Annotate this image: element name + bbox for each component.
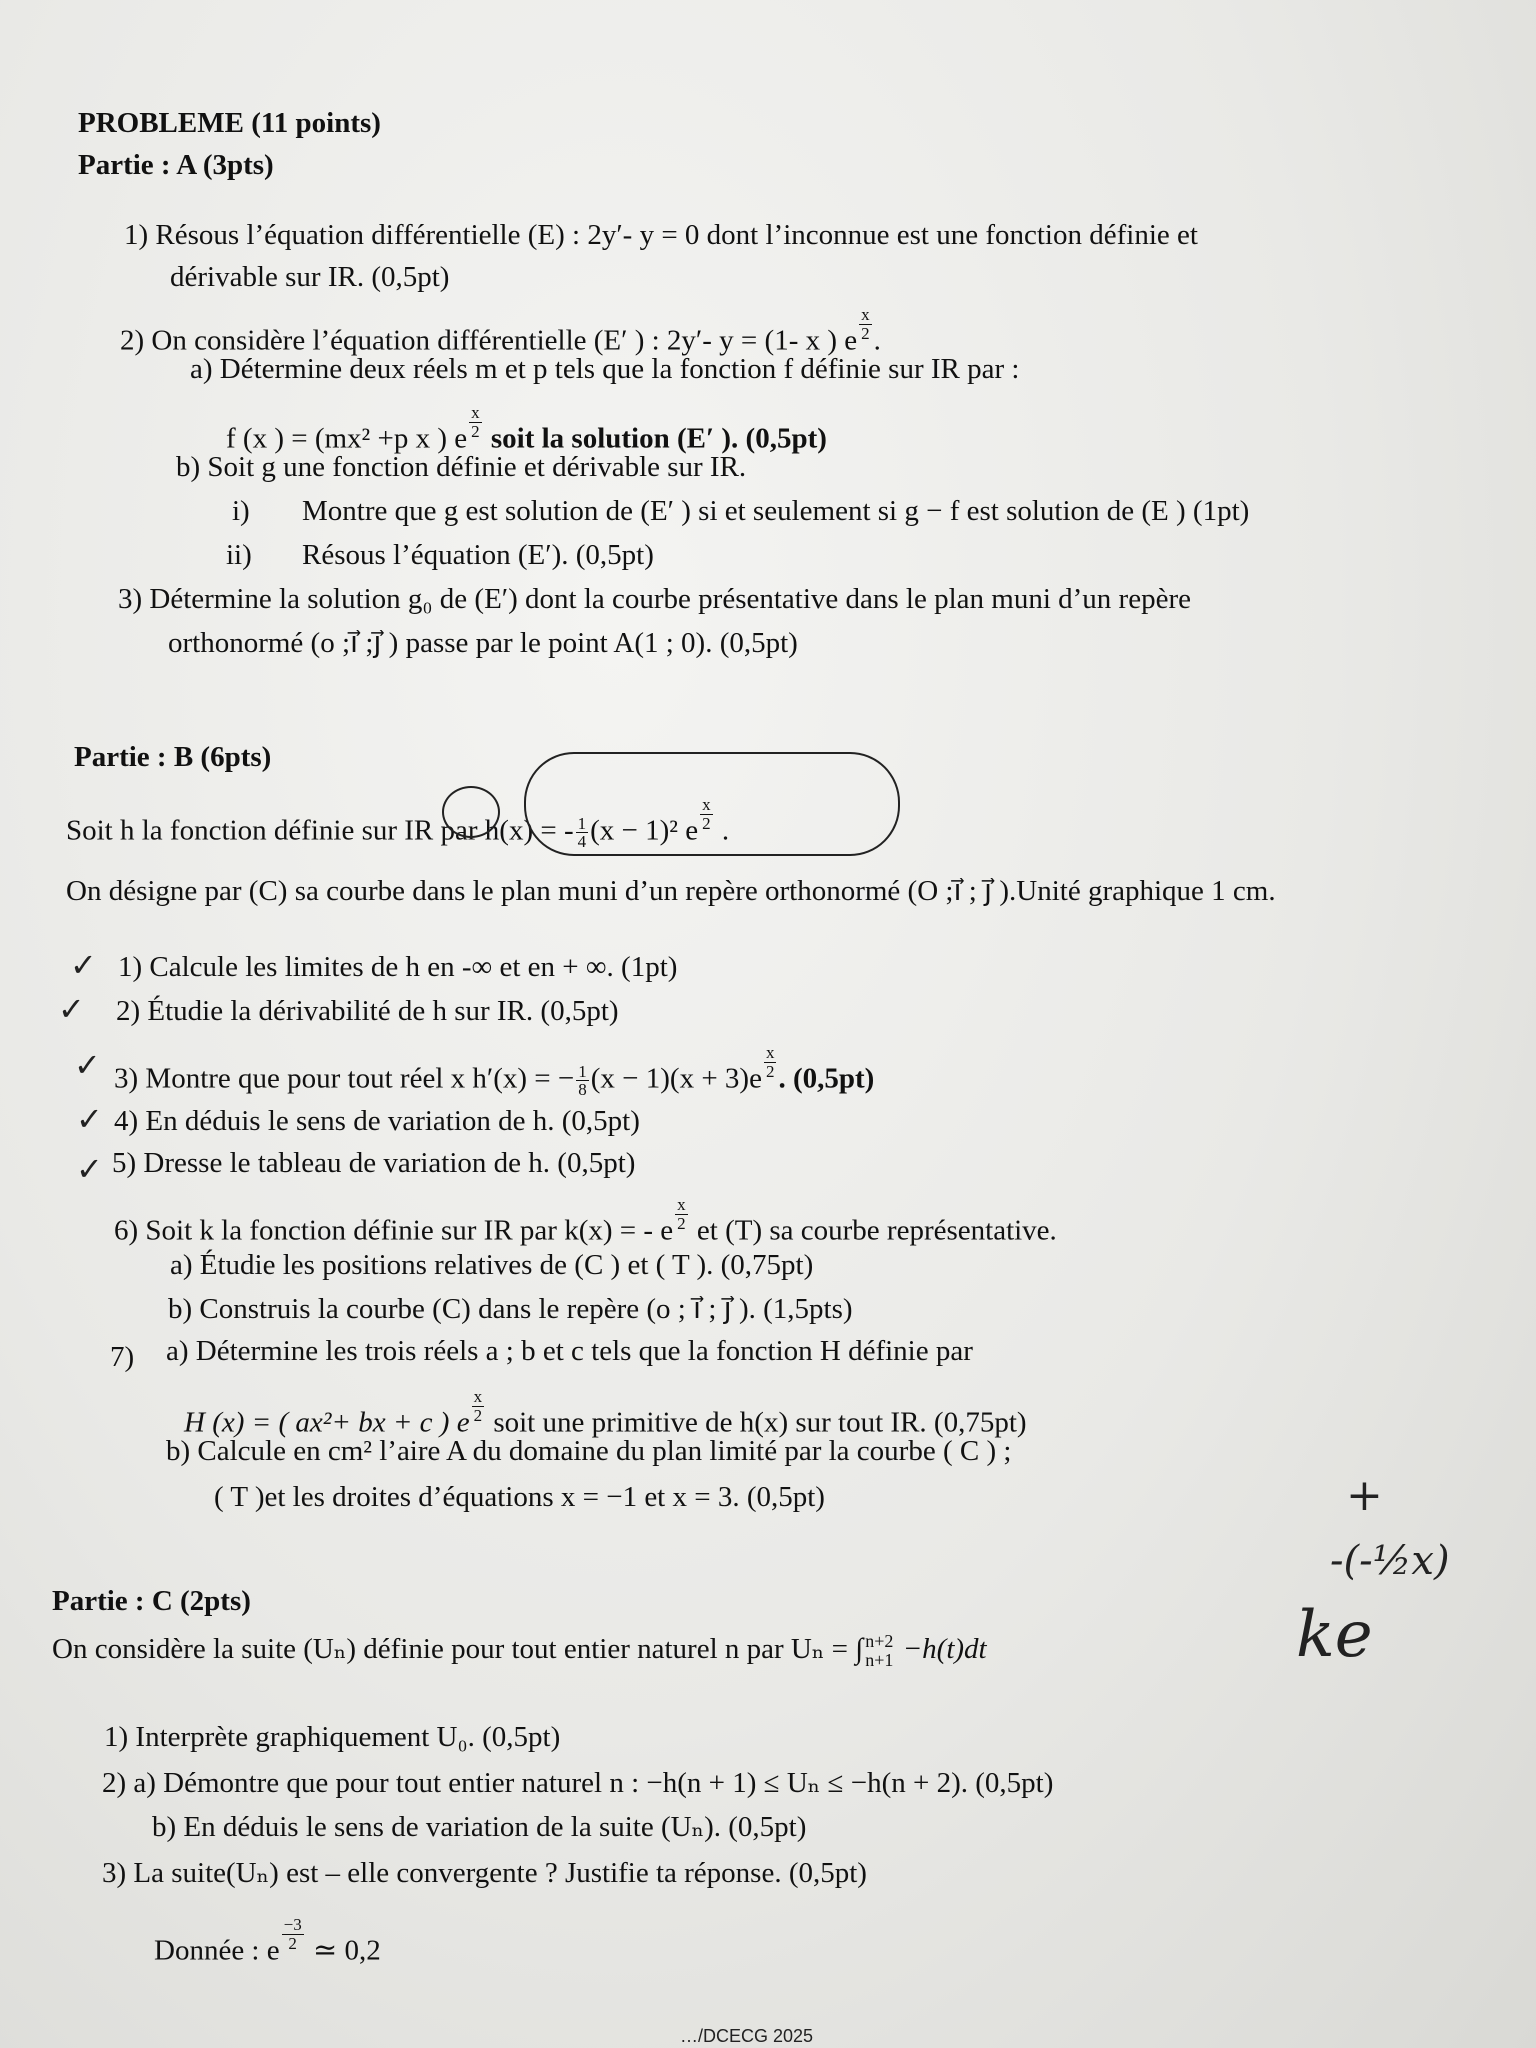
checkmark-icon: ✓ — [76, 1100, 103, 1138]
frac-num: 1 — [578, 1061, 587, 1081]
partB-q6b: b) Construis la courbe (C) dans le repère (o ; i⃗ ; j⃗ ). (1,5pts) — [168, 1293, 853, 1325]
checkmark-icon: ✓ — [58, 990, 85, 1028]
intro-text: On considère la suite (Uₙ) définie pour tout entier naturel n par Uₙ = ∫ — [52, 1633, 864, 1665]
exp — [472, 1388, 485, 1425]
formula-text: H (x) = ( ax²+ bx + c ) e — [184, 1406, 470, 1439]
partB-q7b-line1: b) Calcule en cm² l’aire A du domaine du plan limité par la courbe ( C ) ; — [166, 1435, 1012, 1467]
partC-q2b: b) En déduis le sens de variation de la suite (Uₙ). (0,5pt) — [152, 1811, 807, 1843]
partA-q2 — [120, 306, 881, 358]
partC-title: Partie : C (2pts) — [52, 1585, 251, 1617]
q6-text-b: et (T) sa courbe représentative. — [689, 1214, 1057, 1247]
intro-end: . — [714, 814, 730, 847]
frac-den: 8 — [578, 1080, 587, 1100]
exp-num: x — [765, 1043, 775, 1062]
exp — [764, 1044, 777, 1081]
exp-num: x — [473, 1387, 483, 1406]
partB-q7a-formula — [184, 1388, 1027, 1440]
exp — [469, 404, 482, 441]
formula-text: f (x ) = (mx² +p x ) e — [226, 422, 468, 455]
partB-q2: 2) Étudie la dérivabilité de h sur IR. (0,5pt) — [116, 995, 619, 1027]
partC-q2a: 2) a) Démontre que pour tout entier naturel n : −h(n + 1) ≤ Uₙ ≤ −h(n + 2). (0,5pt) — [102, 1767, 1054, 1799]
partA-q3-line2: orthonormé (o ;i⃗ ;j⃗ ) passe par le point A(1 ; 0). (0,5pt) — [168, 627, 798, 659]
probleme-title: PROBLEME (11 points) — [78, 107, 381, 139]
partB-line2: On désigne par (C) sa courbe dans le plan muni d’un repère orthonormé (O ;i⃗ ; j⃗ ).Unité graphique 1 cm. — [66, 875, 1276, 907]
partA-q2-end: . — [873, 324, 881, 357]
exp-den: 2 — [702, 813, 711, 833]
partA-q1-line1: 1) Résous l’équation différentielle (E) : 2y′- y = 0 dont l’inconnue est une fonction définie et — [124, 219, 1198, 251]
partA-q2bi: Montre que g est solution de (E′ ) si et seulement si g − f est solution de (E ) (1pt) — [302, 495, 1250, 527]
partB-q4: 4) En déduis le sens de variation de h. (0,5pt) — [114, 1105, 640, 1137]
donnee-end: ≃ 0,2 — [305, 1934, 381, 1967]
partA-q2-exp — [859, 306, 872, 343]
intro-text-b: (x − 1)² e — [590, 814, 699, 847]
exp-num: x — [861, 305, 870, 324]
partB-q7b-line2: ( T )et les droites d’équations x = −1 et x = 3. (0,5pt) — [214, 1481, 825, 1513]
exp-num: x — [677, 1195, 686, 1214]
partB-q7-num: 7) — [110, 1341, 135, 1373]
frac-num: 1 — [577, 813, 587, 833]
partB-q3 — [114, 1044, 874, 1099]
exp-num: x — [471, 403, 480, 422]
checkmark-icon: ✓ — [76, 1150, 103, 1188]
checkmark-icon: ✓ — [74, 1046, 101, 1084]
hand-circle-ir — [442, 786, 500, 838]
partA-q2bi-num: i) — [232, 495, 250, 527]
partB-q6 — [114, 1196, 1057, 1248]
integral-lower: n+1 — [865, 1650, 894, 1671]
exp-den: 2 — [471, 421, 480, 441]
formula-end: soit la solution (E′ ). (0,5pt) — [483, 422, 827, 455]
hand-circle-formula — [524, 752, 900, 856]
exp — [282, 1916, 304, 1953]
q3-text-b: (x − 1)(x + 3)e — [590, 1062, 762, 1095]
partB-q6a: a) Étudie les positions relatives de (C ) et ( T ). (0,75pt) — [170, 1249, 814, 1281]
partC-q3: 3) La suite(Uₙ) est – elle convergente ? Justifie ta réponse. (0,5pt) — [102, 1857, 867, 1889]
partA-q2-text: 2) On considère l’équation différentielle (E′ ) : 2y′- y = (1- x ) e — [120, 324, 858, 357]
integral-upper: n+2 — [865, 1631, 894, 1652]
exp-num: x — [702, 795, 711, 814]
q3-end: . (0,5pt) — [778, 1062, 875, 1095]
frac — [576, 1063, 589, 1100]
donnee-text: Donnée : e — [154, 1934, 280, 1967]
q3-text: 3) Montre que pour tout réel x h′(x) = − — [114, 1062, 575, 1095]
integral-bounds — [865, 1632, 893, 1670]
partA-q1-line2: dérivable sur IR. (0,5pt) — [170, 261, 450, 293]
partC-intro — [52, 1632, 987, 1670]
partA-q2a-formula — [226, 404, 827, 456]
partB-q7a: a) Détermine les trois réels a ; b et c tels que la fonction H définie par — [166, 1335, 973, 1367]
exp-num: −3 — [283, 1915, 302, 1934]
partA-q3-line1: 3) Détermine la solution g₀ de (E′) dont la courbe présentative dans le plan muni d’un repère — [118, 583, 1191, 615]
frac-den: 4 — [577, 832, 587, 852]
footer-code: …/DCECG 2025 — [680, 2026, 814, 2046]
checkmark-icon: ✓ — [70, 946, 97, 984]
exp-den: 2 — [861, 323, 870, 343]
partC-donnee — [154, 1916, 381, 1968]
intro-text: Soit h la fonction définie sur IR par h(x) = - — [66, 814, 574, 847]
exp-den: 2 — [473, 1405, 483, 1425]
partB-title: Partie : B (6pts) — [74, 741, 272, 773]
exp — [675, 1196, 688, 1233]
partA-q2bii: Résous l’équation (E′). (0,5pt) — [302, 539, 654, 571]
exp-den: 2 — [677, 1213, 686, 1233]
handwritten-plus: + — [1346, 1470, 1383, 1521]
exp-den: 2 — [765, 1061, 775, 1081]
partB-q5: 5) Dresse le tableau de variation de h. (0,5pt) — [112, 1147, 636, 1179]
handwritten-exponent: -(-½x) — [1330, 1538, 1450, 1584]
intro-end: −h(t)dt — [895, 1633, 987, 1665]
q6-text: 6) Soit k la fonction définie sur IR par k(x) = - e — [114, 1214, 674, 1247]
partA-title: Partie : A (3pts) — [78, 149, 274, 181]
partB-q1: 1) Calcule les limites de h en -∞ et en + ∞. (1pt) — [118, 951, 678, 983]
partC-q1: 1) Interprète graphiquement U₀. (0,5pt) — [104, 1721, 561, 1753]
partA-q2b: b) Soit g une fonction définie et dérivable sur IR. — [176, 451, 747, 483]
partA-q2bii-num: ii) — [226, 539, 252, 571]
formula-end: soit une primitive de h(x) sur tout IR. (0,75pt) — [486, 1406, 1027, 1439]
handwritten-ke: ke — [1296, 1598, 1373, 1672]
exp-den: 2 — [288, 1933, 297, 1953]
partA-q2a: a) Détermine deux réels m et p tels que la fonction f définie sur IR par : — [190, 353, 1020, 385]
